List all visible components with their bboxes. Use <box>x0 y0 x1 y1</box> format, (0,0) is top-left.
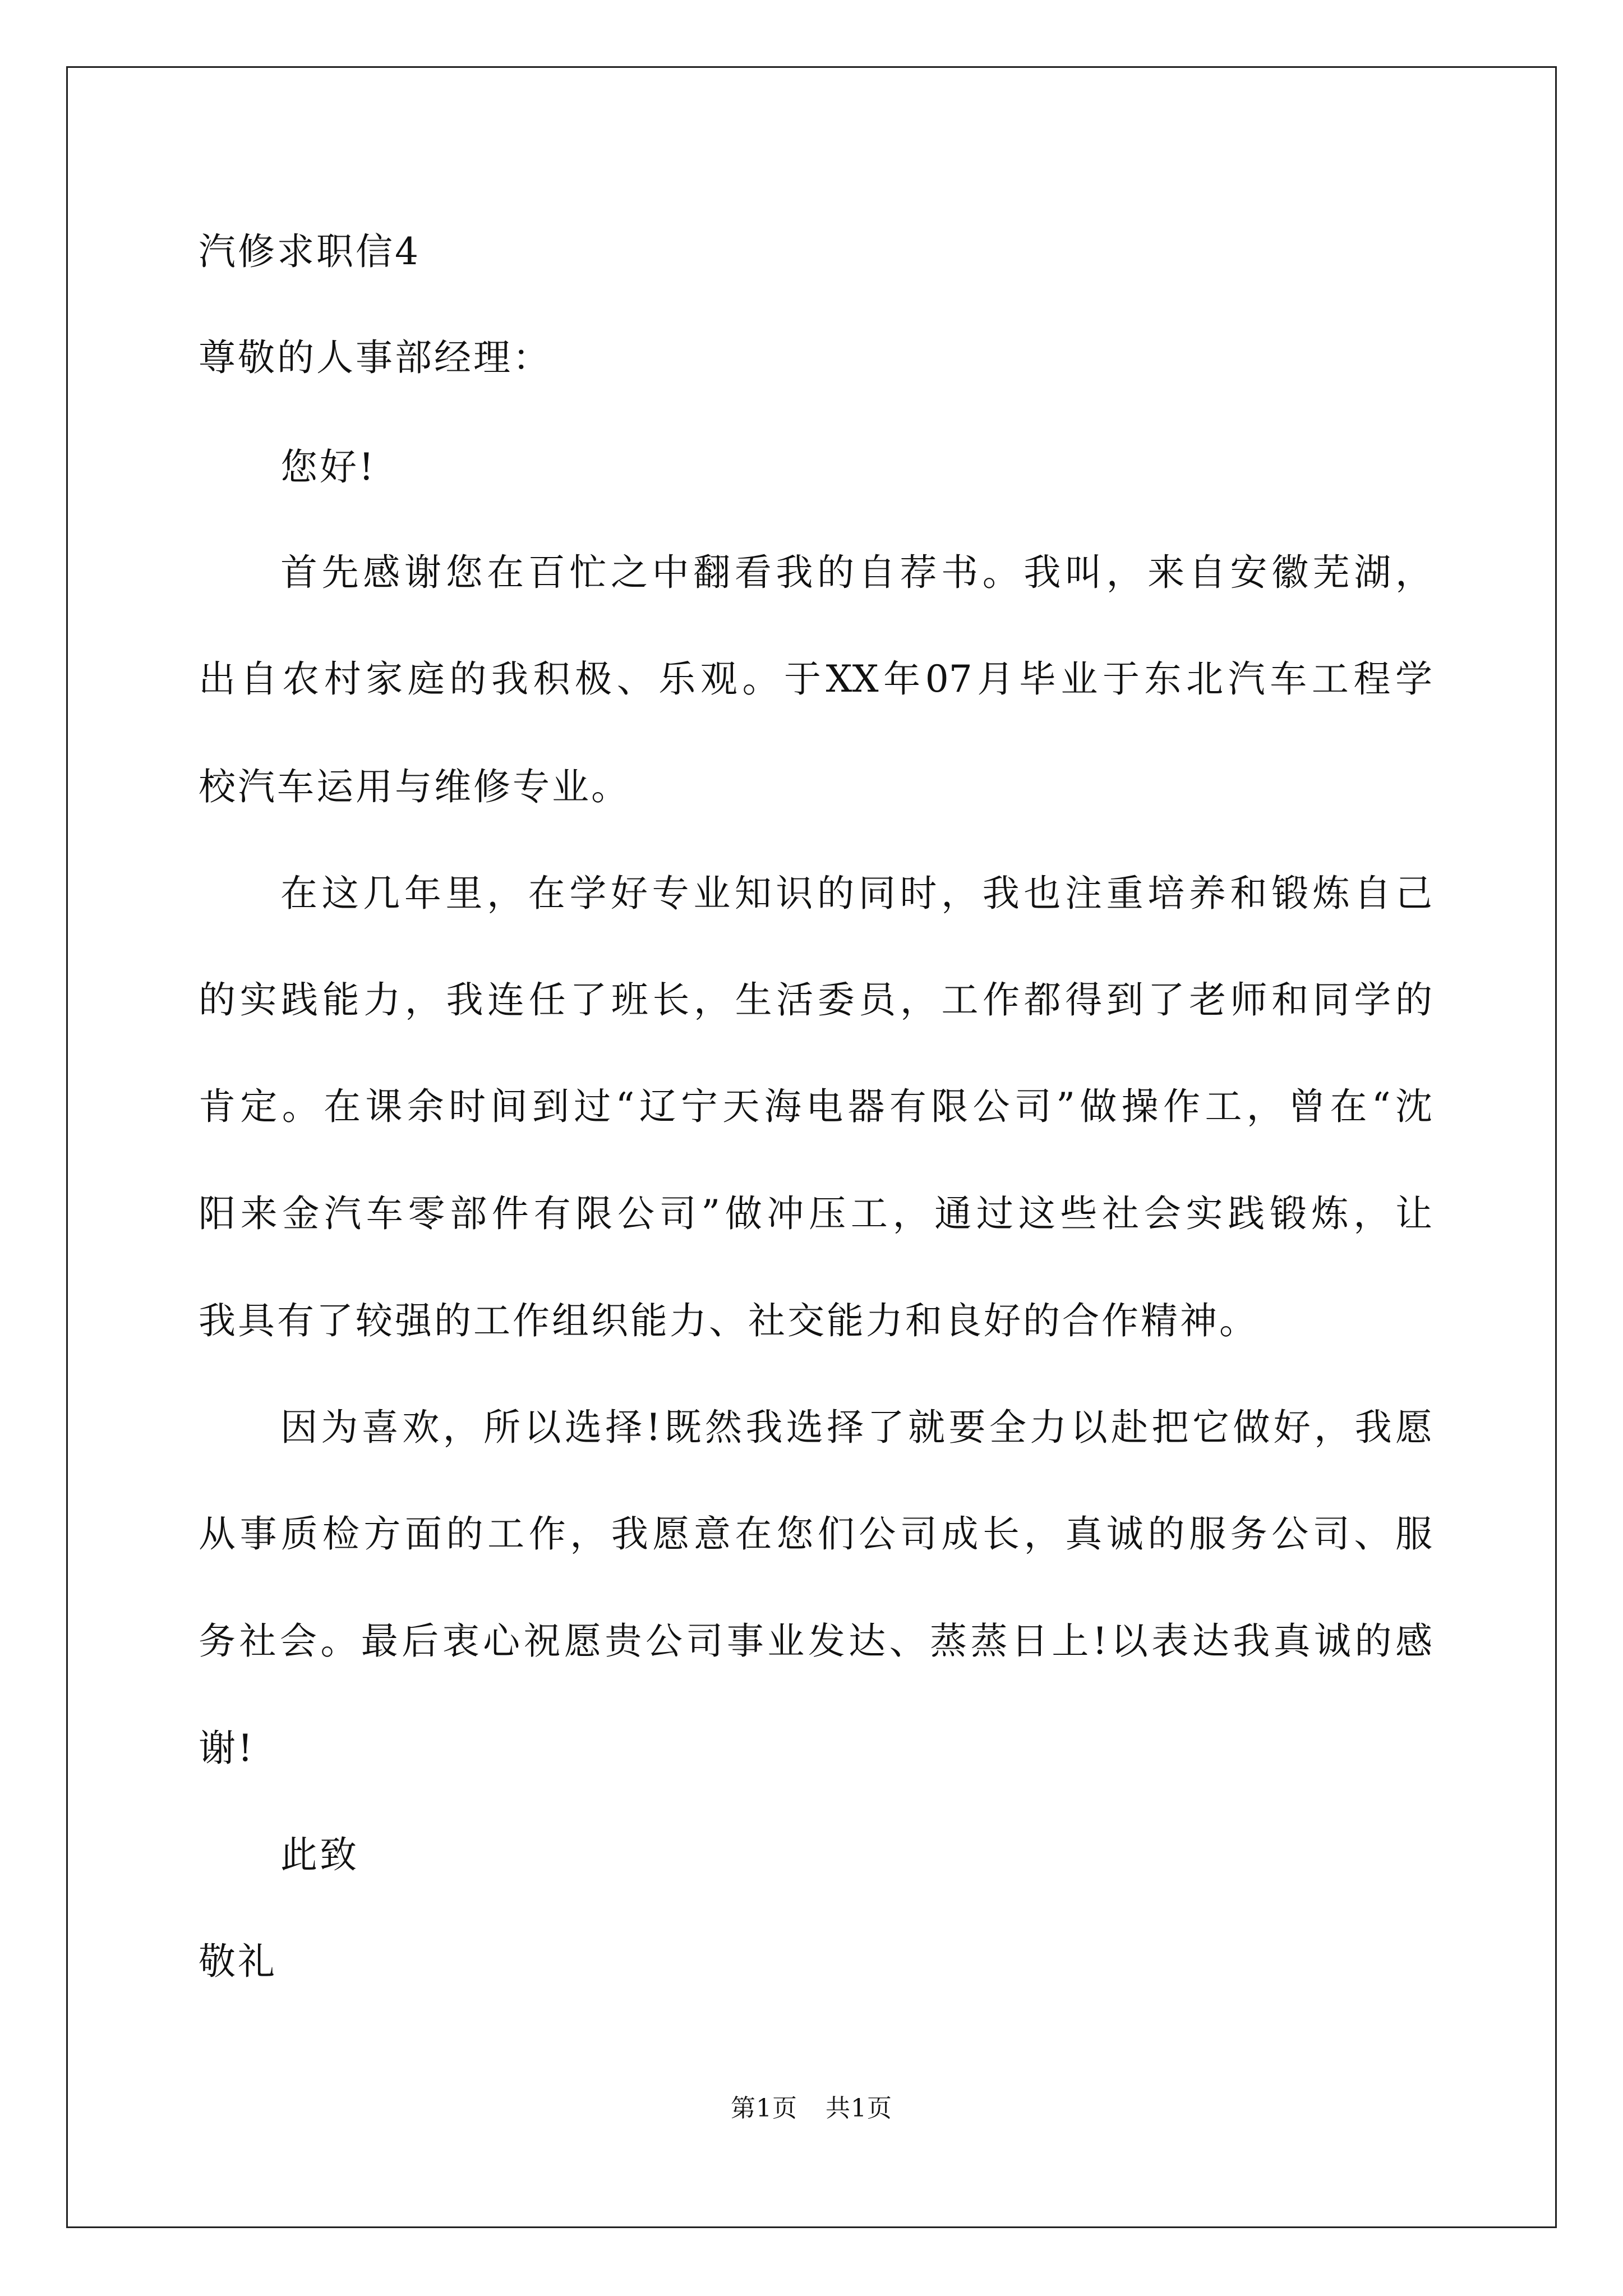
paragraph-1-line-1: 首先感谢您在百忙之中翻看我的自荐书。我叫，来自安徽芜湖， <box>280 551 1432 594</box>
page-total: 共1页 <box>826 2094 892 2123</box>
paragraph-1-line-3: 校汽车运用与维修专业。 <box>199 765 630 808</box>
paragraph-1-line-2: 出自农村家庭的我积极、乐观。于XX年07月毕业于东北汽车工程学 <box>199 657 1432 701</box>
page-number: 第1页 <box>731 2094 797 2123</box>
paragraph-3-line-2: 从事质检方面的工作，我愿意在您们公司成长，真诚的服务公司、服 <box>199 1512 1432 1556</box>
paragraph-2-line-3: 肯定。在课余时间到过“辽宁天海电器有限公司”做操作工，曾在“沈 <box>199 1085 1432 1128</box>
paragraph-3-line-1: 因为喜欢，所以选择!既然我选择了就要全力以赴把它做好，我愿 <box>280 1406 1432 1449</box>
paragraph-2-line-5: 我具有了较强的工作组织能力、社交能力和良好的合作精神。 <box>199 1299 1258 1342</box>
paragraph-2-line-1: 在这几年里，在学好专业知识的同时，我也注重培养和锻炼自己 <box>280 872 1432 915</box>
paragraph-3-line-3: 务社会。最后衷心祝愿贵公司事业发达、蒸蒸日上!以表达我真诚的感 <box>199 1619 1432 1663</box>
greeting: 您好! <box>280 445 376 489</box>
paragraph-2-line-4: 阳来金汽车零部件有限公司”做冲压工，通过这些社会实践锻炼，让 <box>199 1192 1432 1235</box>
salutation: 尊敬的人事部经理： <box>199 336 552 379</box>
paragraph-3-line-4: 谢! <box>199 1727 255 1770</box>
paragraph-2-line-2: 的实践能力，我连任了班长，生活委员，工作都得到了老师和同学的 <box>199 978 1432 1022</box>
closing-jingli: 敬礼 <box>199 1940 277 1983</box>
closing-cizhi: 此致 <box>280 1833 359 1876</box>
document-title: 汽修求职信4 <box>199 230 421 273</box>
page-border <box>66 66 1557 2228</box>
page-footer <box>0 2096 1623 2121</box>
